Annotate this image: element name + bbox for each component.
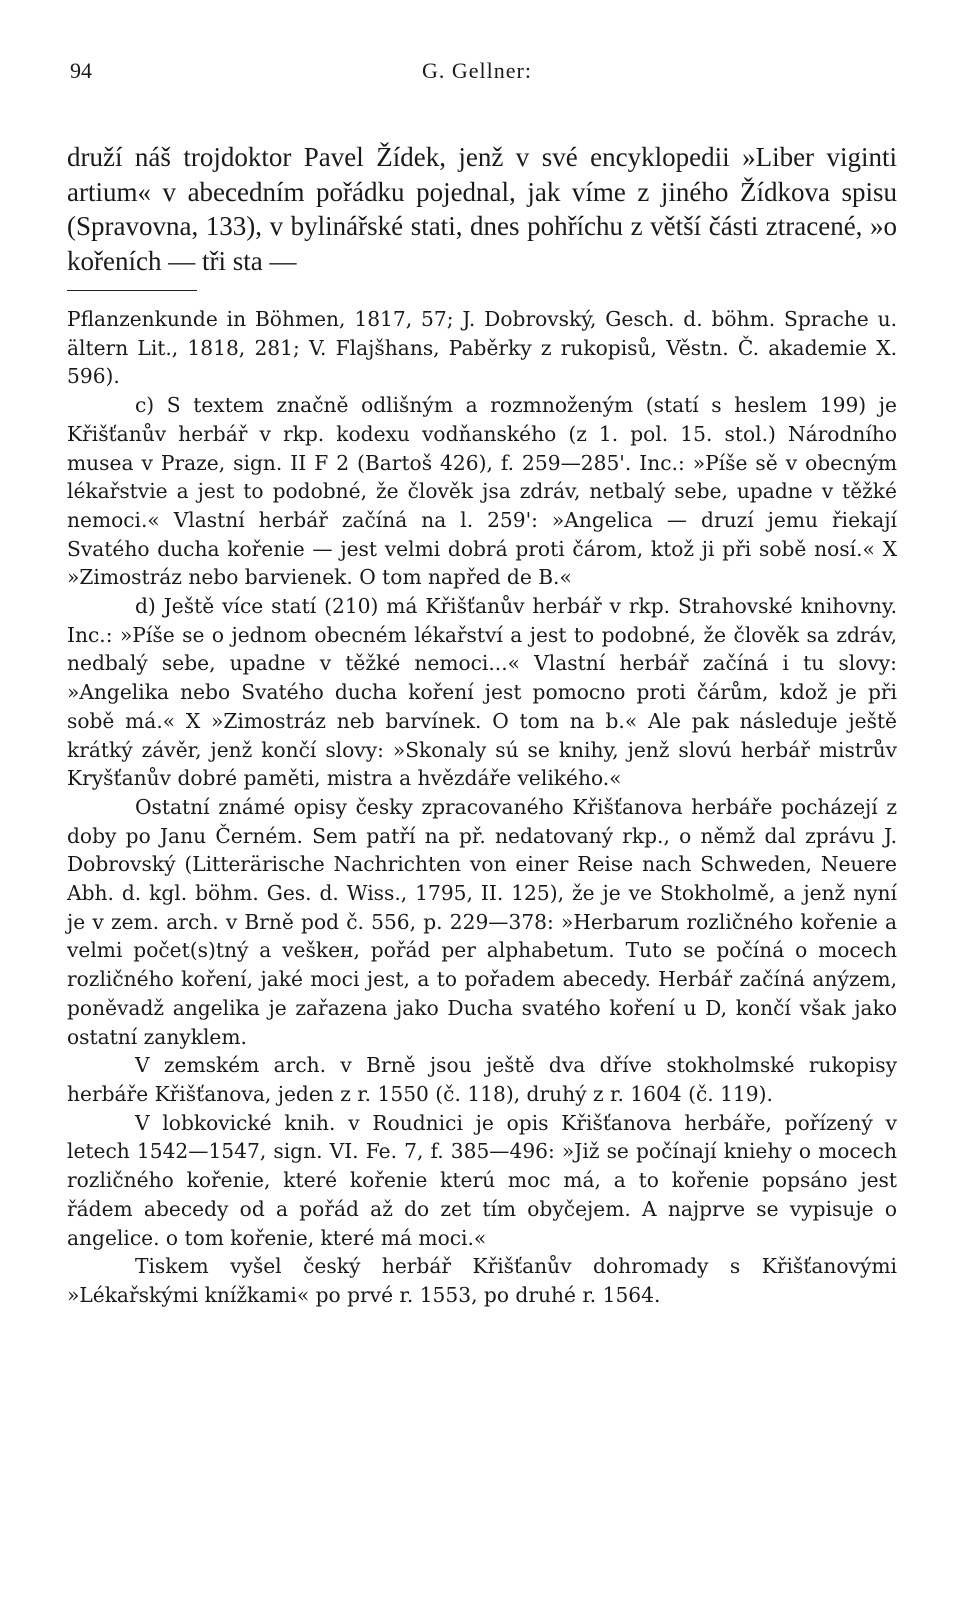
footnote-block (67, 305, 897, 1310)
page-number: 94 (70, 58, 92, 83)
footnote-paragraph: Pflanzenkunde in Böhmen, 1817, 57; J. Dobrovský, Gesch. d. böhm. Sprache u. ältern Lit., 1818, 281; V. Flajšhans, Paběrky z rukopisů, Věstn. Č. akademie X. 596). (67, 307, 897, 389)
running-head: G. Gellner: (422, 58, 532, 83)
body-paragraph: V zemském arch. v Brně jsou ještě dva dříve stokholmské rukopisy herbáře Křišťanova, jeden z r. 1550 (č. 118), druhý z r. 1604 (č. 119). (67, 1053, 897, 1106)
body-paragraph: V lobkovické knih. v Roudnici je opis Křišťanova herbáře, pořízený v letech 1542—1547, sign. VI. Fe. 7, f. 385—496: »Již se počínají kniehy o mocech rozličného kořenie, které kořenie kterú moc má, a to kořenie popsáno jest řádem abecedy od a pořád až do zet tím obyčejem. A najprve se vypisuje o angelice. o tom kořenie, které má moci.« (67, 1110, 897, 1250)
main-text (67, 140, 897, 278)
body-paragraph: Tiskem vyšel český herbář Křišťanův dohromady s Křišťanovými »Lékařskými knížkami« po prvé r. 1553, po druhé r. 1564. (67, 1254, 897, 1307)
footnote-paragraph: d) Ještě více statí (210) má Křišťanův herbář v rkp. Strahovské knihovny. Inc.: »Píše se o jednom obecném lékařství a jest to podobné, že člověk sa zdráv, nedbalý sebe, upadne v těžké nemoci...« Vlastní herbář začíná i tu slovy: »Angelika nebo Svatého ducha koření jest pomocno proti čárům, kdož je při sobě má.« X »Zimostráz neb barvínek. O tom na b.« Ale pak následuje ještě krátký závěr, jenž končí slovy: »Skonaly sú se knihy, jenž slovú herbář mistrův Kryšťanův dobré paměti, mistra a hvězdáře velikého.« (67, 594, 897, 791)
page (67, 58, 897, 1310)
footnote-paragraph: c) S textem značně odlišným a rozmnoženým (statí s heslem 199) je Křišťanův herbář v rkp. kodexu vodňanského (z 1. pol. 15. stol.) Národního musea v Praze, sign. II F 2 (Bartoš 426), f. 259—285'. Inc.: »Píše sě v obecným lékařstvie a jest to podobné, že člověk jsa zdráv, netbalý sebe, upadne v těžké nemoci.« Vlastní herbář začíná na l. 259': »Angelica — druzí jemu řiekají Svatého ducha kořenie — jest velmi dobrá proti čárom, ktož ji při sobě nosí.« X »Zimostráz nebo barvienek. O tom napřed de B.« (67, 393, 897, 590)
main-paragraph: druží náš trojdoktor Pavel Žídek, jenž v své encyklopedii »Liber viginti artium« v abecedním pořádku pojednal, jak víme z jiného Žídkova spisu (Spravovna, 133), v bylinářské stati, dnes pohříchu z větší části ztracené, »o kořeních — tři sta — (67, 142, 897, 276)
page-header (67, 58, 897, 94)
footnote-rule (67, 290, 197, 291)
body-paragraph: Ostatní známé opisy česky zpracovaného Křišťanova herbáře pocházejí z doby po Janu Černém. Sem patří na př. nedatovaný rkp., o němž dal zprávu J. Dobrovský (Litterärische Nachrichten von einer Reise nach Schweden, Neuere Abh. d. kgl. böhm. Ges. d. Wiss., 1795, II. 125), že je ve Stokholmě, a jenž nyní je v zem. arch. v Brně pod č. 556, p. 229—378: »Herbarum rozličného kořenie a velmi počet(s)tný a veškeн, pořád per alphabetum. Tuto se počíná o mocech rozličného koření, jaké moci jest, a to pořadem abecedy. Herbář začíná anýzem, poněvadž angelika je zařazena jako Ducha svatého koření u D, končí však jako ostatní zanyklem. (67, 794, 897, 1049)
